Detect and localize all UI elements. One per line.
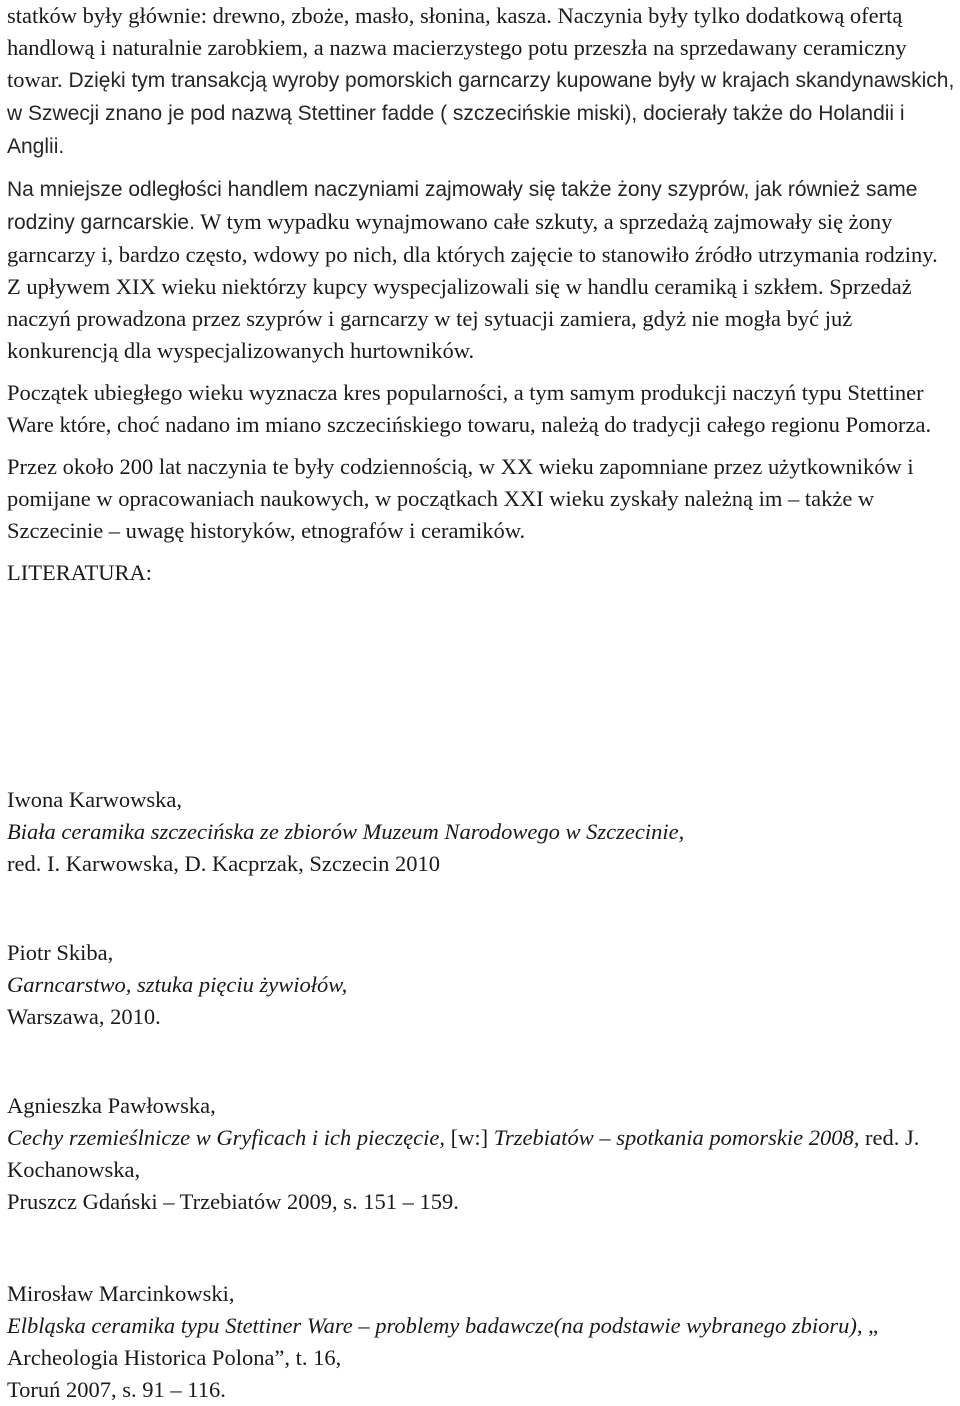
paragraph-text: statków były głównie: drewno, zboże, masło, słonina, kasza. Naczynia były tylko dodatkową ofertą handlową i naturalnie zarobkiem, a nazwa macierzystego potu przeszła na sprzedawany ceramiczny towar. <box>7 3 907 92</box>
literature-heading: LITERATURA: <box>7 560 152 585</box>
paragraph-short-distance-trade <box>7 173 957 367</box>
reference-item <box>7 1090 957 1218</box>
paragraph-rediscovery: Przez około 200 lat naczynia te były codziennością, w XX wieku zapomniane przez użytkowników i pomijane w opracowaniach naukowych, w początkach XXI wieku zyskały należną im – także w Szczecinie – uwagę historyków, etnografów i ceramików. <box>7 454 914 543</box>
reference-author: Iwona Karwowska, <box>7 787 182 812</box>
paragraph-text: Na mniejsze odległości handlem naczyniami zajmowały się także żony szyprów, jak również same rodziny garncarskie. <box>7 178 918 234</box>
reference-title: Elbląska ceramika typu Stettiner Ware – problemy badawcze(na podstawie wybranego zbioru), <box>7 1313 863 1338</box>
reference-title: Biała ceramika szczecińska ze zbiorów Muzeum Narodowego w Szczecinie, <box>7 819 685 844</box>
reference-title: Garncarstwo, sztuka pięciu żywiołów, <box>7 972 348 997</box>
reference-details: Pruszcz Gdański – Trzebiatów 2009, s. 151 – 159. <box>7 1189 459 1214</box>
reference-citation <box>7 1122 957 1186</box>
paragraph-text: W tym wypadku wynajmowano całe szkuty, a sprzedażą zajmowały się żony garncarzy i, bardzo często, wdowy po nich, dla których zajęcie to stanowiło źródło utrzymania rodziny. Z upływem XIX wieku niektórzy kupcy wyspecjalizowali się w handlu ceramiką i szkłem. Sprzedaż naczyń prowadzona przez szyprów i garncarzy w tej sytuacji zamiera, gdyż nie mogła być już konkurencją dla wyspecjalizowanych hurtowników. <box>7 209 938 363</box>
reference-source: Trzebiatów – spotkania pomorskie 2008, <box>493 1125 860 1150</box>
reference-author: Piotr Skiba, <box>7 940 114 965</box>
reference-details: red. I. Karwowska, D. Kacprzak, Szczecin 2010 <box>7 851 440 876</box>
reference-author: Mirosław Marcinkowski, <box>7 1281 235 1306</box>
reference-details: Warszawa, 2010. <box>7 1004 161 1029</box>
reference-journal: „ Archeologia Historica Polona”, t. 16, <box>7 1313 879 1370</box>
reference-in: [w:] <box>444 1125 494 1150</box>
paragraph-decline: Początek ubiegłego wieku wyznacza kres popularności, a tym samym produkcji naczyń typu Stettiner Ware które, choć nadano im miano szczecińskiego towaru, należą do tradycji całego regionu Pomorza. <box>7 380 932 437</box>
document-body <box>7 0 957 589</box>
reference-details: Toruń 2007, s. 91 – 116. <box>7 1377 226 1402</box>
reference-citation <box>7 1310 957 1374</box>
reference-item <box>7 937 957 1033</box>
reference-item <box>7 784 957 880</box>
paragraph-trade-goods <box>7 0 957 163</box>
reference-title: Cechy rzemieślnicze w Gryficach i ich pieczęcie, <box>7 1125 445 1150</box>
reference-editor: red. J. Kochanowska, <box>7 1125 920 1182</box>
paragraph-text: Dzięki tym transakcją wyroby pomorskich garncarzy kupowane były w krajach skandynawskich, w Szwecji znano je pod nazwą Stettiner fadde ( szczecińskie miski), docierały także do Holandii i Anglii. <box>7 69 955 158</box>
reference-author: Agnieszka Pawłowska, <box>7 1093 216 1118</box>
reference-item <box>7 1278 957 1406</box>
